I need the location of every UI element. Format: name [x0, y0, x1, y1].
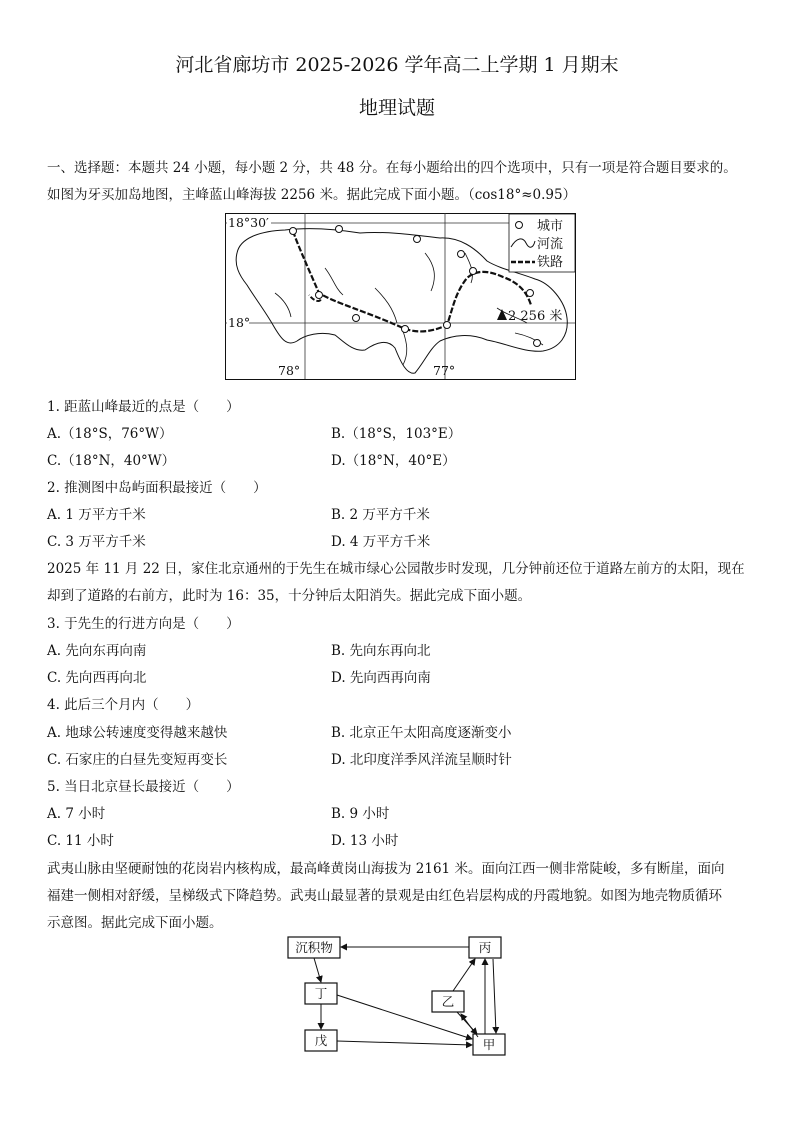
section-intro: 一、选择题：本题共 24 小题，每小题 2 分，共 48 分。在每小题给出的四个选项中，只有一项是符合题目要求的。 [47, 160, 737, 176]
q1-option-c[interactable]: C.（18°N，40°W） [47, 453, 176, 469]
passage2-line1: 2025 年 11 月 22 日，家住北京通州的于先生在城市绿心公园散步时发现，几分钟前还位于道路左前方的太阳，现在 [47, 561, 745, 577]
q5-stem: 5. 当日北京昼长最接近（ ） [47, 779, 240, 795]
city-marker [402, 326, 409, 333]
q3-option-d[interactable]: D. 先向西再向南 [331, 670, 431, 686]
passage3-line1: 武夷山脉由坚硬耐蚀的花岗岩内核构成，最高峰黄岗山海拔为 2161 米。面向江西一侧非常陡峻，多有断崖，面向 [47, 861, 725, 877]
exam-subtitle: 地理试题 [358, 97, 435, 119]
q1-option-a[interactable]: A.（18°S，76°W） [47, 426, 173, 442]
city-marker [458, 251, 465, 258]
q3-stem: 3. 于先生的行进方向是（ ） [47, 616, 240, 632]
q5-option-b[interactable]: B. 9 小时 [331, 806, 390, 822]
arrow-sediment-to-ding [314, 958, 321, 982]
q1-option-b[interactable]: B.（18°S，103°E） [331, 426, 462, 442]
passage3-line2: 福建一侧相对舒缓，呈梯级式下降趋势。武夷山最显著的景观是由红色岩层构成的丹霞地貌。如图为地壳物质循环 [47, 888, 722, 904]
city-marker [534, 340, 541, 347]
city-marker [336, 226, 343, 233]
lat-label-18: 18° [228, 315, 251, 330]
rock-cycle-diagram [285, 935, 515, 1060]
lon-label-77: 77° [433, 363, 456, 378]
lon-label-78: 78° [278, 363, 301, 378]
map-intro: 如图为牙买加岛地图，主峰蓝山峰海拔 2256 米。据此完成下面小题。（cos18°≈0.95） [47, 187, 577, 203]
q4-option-a[interactable]: A. 地球公转速度变得越来越快 [47, 725, 228, 741]
arrow-wu-to-jia [337, 1041, 472, 1045]
q4-option-c[interactable]: C. 石家庄的白昼先变短再变长 [47, 752, 228, 768]
arrow-bing-to-jia [493, 959, 496, 1033]
q4-option-d[interactable]: D. 北印度洋季风洋流呈顺时针 [331, 752, 512, 768]
q1-option-d[interactable]: D.（18°N，40°E） [331, 453, 456, 469]
label-ding: 丁 [314, 986, 328, 1001]
q3-option-b[interactable]: B. 先向东再向北 [331, 643, 431, 659]
city-marker [414, 236, 421, 243]
q2-option-a[interactable]: A. 1 万平方千米 [47, 507, 146, 523]
q4-stem: 4. 此后三个月内（ ） [47, 697, 200, 713]
q3-option-c[interactable]: C. 先向西再向北 [47, 670, 147, 686]
legend-city-label: 城市 [537, 219, 564, 234]
q1-stem: 1. 距蓝山峰最近的点是（ ） [47, 399, 240, 415]
exam-title: 河北省廊坊市 2025-2026 学年高二上学期 1 月期末 [175, 54, 619, 76]
city-marker [444, 322, 451, 329]
q2-option-b[interactable]: B. 2 万平方千米 [331, 507, 430, 523]
arrow-yi-to-jia [457, 1012, 477, 1034]
q2-option-c[interactable]: C. 3 万平方千米 [47, 534, 146, 550]
legend-river-label: 河流 [537, 237, 564, 252]
passage3-line3: 示意图。据此完成下面小题。 [47, 915, 223, 931]
city-marker [316, 292, 323, 299]
city-marker [290, 228, 297, 235]
label-jia: 甲 [482, 1037, 496, 1052]
q3-option-a[interactable]: A. 先向东再向南 [47, 643, 147, 659]
arrow-yi-to-bing [453, 959, 475, 991]
legend-rail-label: 铁路 [537, 255, 564, 270]
label-bing: 丙 [478, 940, 492, 955]
q2-option-d[interactable]: D. 4 万平方千米 [331, 534, 431, 550]
q5-option-a[interactable]: A. 7 小时 [47, 806, 106, 822]
arrow-jia-to-yi [461, 1014, 478, 1037]
q5-option-c[interactable]: C. 11 小时 [47, 833, 114, 849]
city-marker [353, 315, 360, 322]
q5-option-d[interactable]: D. 13 小时 [331, 833, 399, 849]
label-sediment: 沉积物 [295, 940, 333, 955]
passage2-line2: 却到了道路的右前方，此时为 16：35，十分钟后太阳消失。据此完成下面小题。 [47, 588, 532, 604]
jamaica-map [225, 213, 577, 381]
lat-label-1830: 18°30′ [228, 215, 269, 230]
city-marker [470, 268, 477, 275]
city-marker [527, 290, 534, 297]
peak-label: 2 256 米 [508, 309, 563, 324]
q4-option-b[interactable]: B. 北京正午太阳高度逐渐变小 [331, 725, 512, 741]
label-wu: 戊 [314, 1033, 328, 1048]
legend-city-icon [516, 222, 523, 229]
label-yi: 乙 [441, 994, 455, 1009]
q2-stem: 2. 推测图中岛屿面积最接近（ ） [47, 480, 267, 496]
